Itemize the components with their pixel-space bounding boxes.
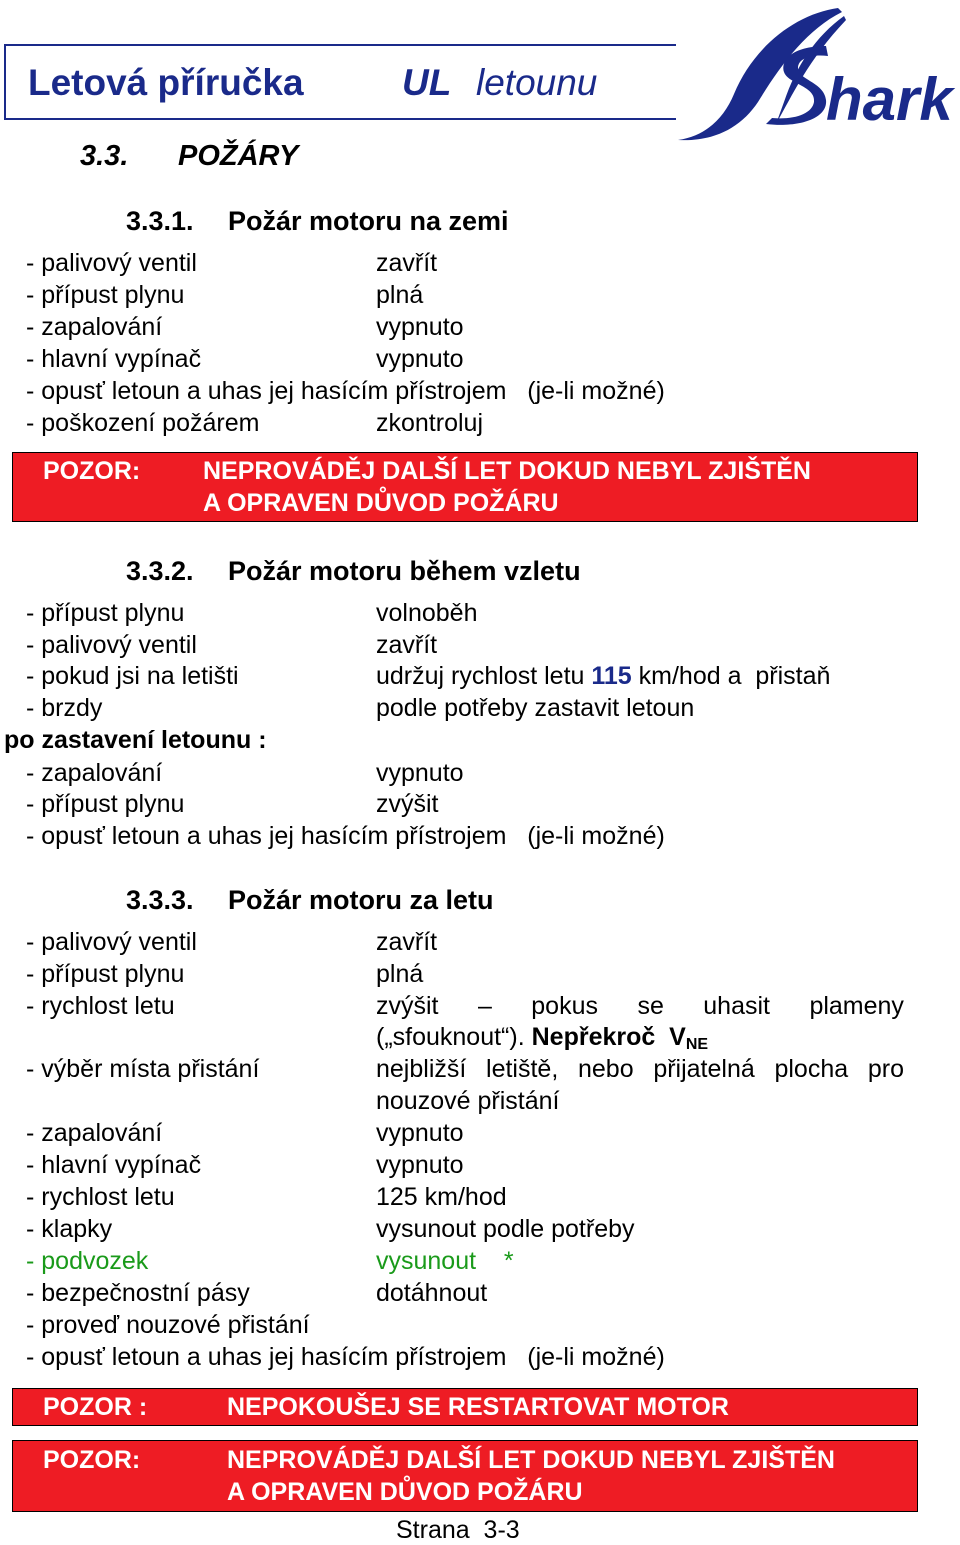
s1-warning-line1: NEPROVÁDĚJ DALŠÍ LET DOKUD NEBYL ZJIŠTĚN [203, 457, 811, 485]
manual-letounu: letounu [476, 62, 598, 103]
s2-row-label: - opusť letoun a uhas jej hasícím přístrojem (je-li možné) [26, 822, 665, 850]
s1-row-value: plná [376, 281, 424, 309]
s2-row-label: - brzdy [26, 694, 103, 722]
s3-row-label: - proveď nouzové přistání [26, 1311, 310, 1339]
s1-warning-line2: A OPRAVEN DŮVOD POŽÁRU [203, 489, 559, 517]
s2-row-label: - zapalování [26, 759, 163, 787]
s1-warning-box [12, 452, 918, 522]
s1-row-label: - palivový ventil [26, 249, 197, 277]
s3-row-label: - přípust plynu [26, 960, 185, 988]
s3-vne-sub: NE [685, 1036, 709, 1053]
s2-row-value: zvýšit [376, 790, 439, 818]
s3-row-label: - zapalování [26, 1119, 163, 1147]
s3-row-value: vypnuto [376, 1119, 464, 1147]
s3-word: plameny [809, 992, 904, 1020]
s1-row-label: - poškození požárem [26, 409, 260, 437]
s3-row-label: - hlavní vypínač [26, 1151, 202, 1179]
s2-subheading: po zastavení letounu : [4, 726, 267, 754]
s3-row-value: vysunout podle potřeby [376, 1215, 635, 1243]
s3-word: uhasit [703, 992, 770, 1020]
s2-row-label: - přípust plynu [26, 790, 185, 818]
s3-row-value: 125 km/hod [376, 1183, 507, 1211]
s1-warning-label: POZOR: [43, 457, 141, 485]
manual-title: Letová příručka [28, 62, 304, 103]
s1-row-label: - hlavní vypínač [26, 345, 202, 373]
s3-warning2-line2: A OPRAVEN DŮVOD POŽÁRU [227, 1478, 583, 1506]
s2-row-value: podle potřeby zastavit letoun [376, 694, 695, 722]
s3-row-label: - rychlost letu [26, 1183, 175, 1211]
s3-warning1-text: NEPOKOUŠEJ SE RESTARTOVAT MOTOR [227, 1393, 729, 1421]
s3-row-value-line2: nouzové přistání [376, 1087, 560, 1115]
s3-word: zvýšit [376, 992, 439, 1020]
s3-word: se [637, 992, 664, 1020]
s1-row-value: zavřít [376, 249, 438, 277]
s1-row-value: zkontroluj [376, 409, 483, 437]
page-number: Strana 3-3 [396, 1516, 520, 1544]
s3-row-label: - bezpečnostní pásy [26, 1279, 250, 1307]
s1-title: Požár motoru na zemi [228, 206, 509, 236]
s3-row-label: - výběr místa přistání [26, 1055, 260, 1083]
s3-row-label: - palivový ventil [26, 928, 197, 956]
section-number: 3.3. [80, 140, 129, 172]
s3-row-label: - klapky [26, 1215, 113, 1243]
s2-row-label: - palivový ventil [26, 631, 197, 659]
s3-row-value: vypnuto [376, 1151, 464, 1179]
s3-row-value: plná [376, 960, 424, 988]
s3-warning1-box [12, 1388, 918, 1426]
section-title: POŽÁRY [178, 140, 299, 172]
s3-warning1-label: POZOR : [43, 1393, 148, 1421]
s2-number: 3.3.2. [126, 556, 194, 586]
s2-row-value: vypnuto [376, 759, 464, 787]
s3-row-label: - rychlost letu [26, 992, 175, 1020]
s3-number: 3.3.3. [126, 885, 194, 915]
s3-warning2-label: POZOR: [43, 1446, 141, 1474]
s2-title: Požár motoru během vzletu [228, 556, 581, 586]
s3-row-value: nejbližší letiště, nebo přijatelná plocha pro [376, 1055, 904, 1083]
s3-warning2-line1: NEPROVÁDĚJ DALŠÍ LET DOKUD NEBYL ZJIŠTĚN [227, 1446, 835, 1474]
manual-ul: UL [402, 62, 452, 103]
s3-row-label: - opusť letoun a uhas jej hasícím přístrojem (je-li možné) [26, 1343, 665, 1371]
s3-word: – [477, 992, 492, 1020]
s2-row-value: zavřít [376, 631, 438, 659]
s2-speed-number: 115 [591, 662, 632, 690]
s2-row-label: - přípust plynu [26, 599, 185, 627]
s3-row-value: zavřít [376, 928, 438, 956]
s1-row-label: - zapalování [26, 313, 163, 341]
s2-row-value: volnoběh [376, 599, 478, 627]
s3-row-value: vysunout * [376, 1247, 514, 1275]
s1-row-value: vypnuto [376, 313, 464, 341]
s3-row-value: dotáhnout [376, 1279, 488, 1307]
s3-sfouknout: („sfouknout“). [376, 1023, 532, 1051]
s1-row-label: - přípust plynu [26, 281, 185, 309]
s2-row-label: - pokud jsi na letišti [26, 662, 239, 690]
s3-vne-label: Nepřekroč V [531, 1023, 686, 1051]
s1-row-value: vypnuto [376, 345, 464, 373]
s2-speed-text-a: udržuj rychlost letu [376, 662, 592, 690]
s3-warning2-box [12, 1440, 918, 1512]
s3-word: pokus [531, 992, 598, 1020]
s3-row-value [376, 990, 904, 1022]
s2-row-value [376, 660, 830, 692]
s3-row-label: - podvozek [26, 1247, 149, 1275]
shark-logo [676, 6, 960, 146]
s3-title: Požár motoru za letu [228, 885, 494, 915]
s2-speed-text-b: km/hod a přistaň [631, 662, 831, 690]
s1-number: 3.3.1. [126, 206, 194, 236]
s1-row-label: - opusť letoun a uhas jej hasícím přístrojem (je-li možné) [26, 377, 665, 405]
svg-text:hark: hark [826, 66, 953, 133]
